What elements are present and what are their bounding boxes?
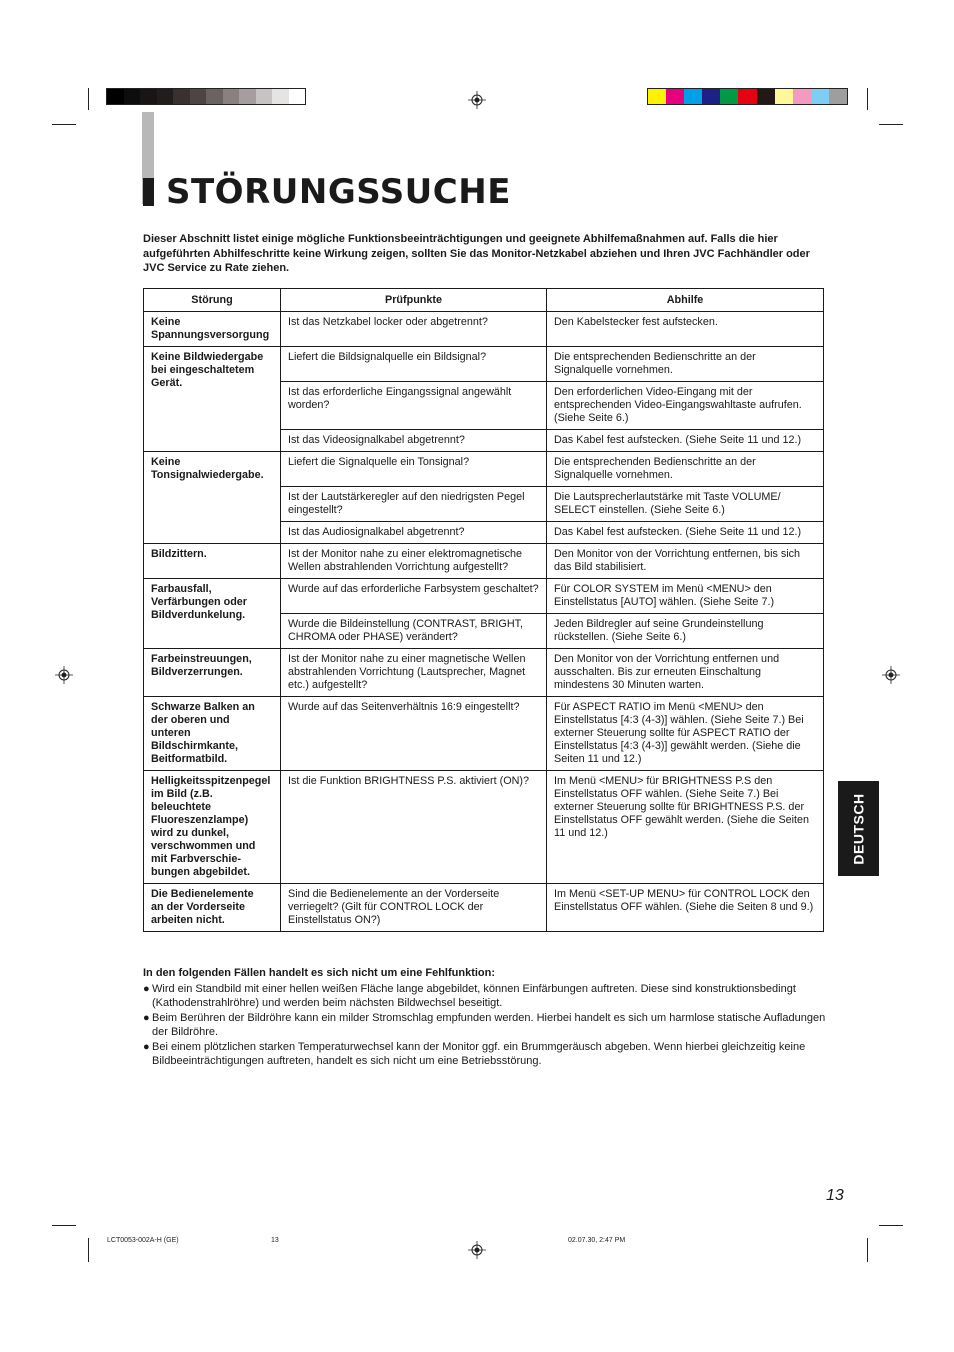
color-swatch <box>239 89 256 104</box>
remedy-cell: Die entsprechenden Bedienschritte an der Signalquelle vornehmen. <box>547 347 824 382</box>
remedy-cell: Die Lautsprecherlautstärke mit Taste VOLUME/ SELECT einstellen. (Siehe Seite 6.) <box>547 487 824 522</box>
remedy-cell: Den Kabelstecker fest aufstecken. <box>547 312 824 347</box>
checkpoint-cell: Ist das Audiosignalkabel abgetrennt? <box>281 522 547 544</box>
checkpoint-cell: Sind die Bedienelemente an der Vorderseite verriegelt? (Gilt für CONTROL LOCK der Einstellstatus ON?) <box>281 884 547 932</box>
color-swatch <box>702 89 720 104</box>
problem-cell: Die Bedienelemente an der Vorderseite arbeiten nicht. <box>144 884 281 932</box>
checkpoint-cell: Liefert die Signalquelle ein Tonsignal? <box>281 452 547 487</box>
color-swatch <box>793 89 811 104</box>
color-swatch <box>684 89 702 104</box>
color-swatch <box>738 89 756 104</box>
table-row <box>144 884 824 932</box>
crop-mark <box>879 1225 903 1226</box>
problem-cell: Keine Spannungsversorgung <box>144 312 281 347</box>
list-item: ● Wird ein Standbild mit einer hellen weißen Fläche lange abgebildet, können Einfärbungen auftreten. Diese sind konstruktionsbedingt (Kathodenstrahlröhre) und werden beim nächsten Bildwechsel beseitigt. <box>143 982 796 1009</box>
bullet-icon: ● <box>143 1011 150 1024</box>
language-tab-label: DEUTSCH <box>850 792 867 865</box>
color-swatch <box>272 89 289 104</box>
table-row <box>144 452 824 487</box>
language-tab <box>838 781 879 876</box>
crop-mark <box>52 1225 76 1226</box>
color-swatch <box>289 89 306 104</box>
table-row <box>144 347 824 382</box>
color-swatch <box>140 89 157 104</box>
column-header-checkpoints: Prüfpunkte <box>281 289 547 312</box>
problem-cell: Keine Tonsignalwiedergabe. <box>144 452 281 544</box>
checkpoint-cell: Ist der Monitor nahe zu einer elektromagnetische Wellen abstrahlenden Vorrichtung aufgestellt? <box>281 544 547 579</box>
remedy-cell: Im Menü <SET-UP MENU> für CONTROL LOCK den Einstellstatus OFF wählen. (Siehe die Seiten 8 und 9.) <box>547 884 824 932</box>
checkpoint-cell: Ist das erforderliche Eingangssignal angewählt worden? <box>281 382 547 430</box>
remedy-cell: Den erforderlichen Video-Eingang mit der entsprechenden Video-Eingangswahltaste aufrufen. (Siehe Seite 6.) <box>547 382 824 430</box>
crosshair-target-icon <box>55 666 73 684</box>
color-swatch <box>666 89 684 104</box>
color-swatch <box>256 89 273 104</box>
crop-mark <box>88 1238 89 1262</box>
problem-cell: Schwarze Balken an der oberen und unteren Bildschirmkante, Beitformatbild. <box>144 697 281 771</box>
color-swatch <box>223 89 240 104</box>
crosshair-target-icon <box>468 91 486 109</box>
page-number: 13 <box>826 1187 844 1204</box>
table-row <box>144 649 824 697</box>
crop-mark <box>879 124 903 125</box>
table-header-row <box>144 289 824 312</box>
grayscale-color-bar <box>106 88 306 105</box>
crop-mark <box>867 1238 868 1262</box>
crosshair-target-icon <box>468 1241 486 1259</box>
checkpoint-cell: Ist das Videosignalkabel abgetrennt? <box>281 430 547 452</box>
remedy-cell: Für COLOR SYSTEM im Menü <MENU> den Einstellstatus [AUTO] wählen. (Siehe Seite 7.) <box>547 579 824 614</box>
process-color-bar <box>647 88 848 105</box>
column-header-problem: Störung <box>144 289 281 312</box>
notes-list <box>143 982 828 1069</box>
table-row <box>144 771 824 884</box>
list-item: ● Beim Berühren der Bildröhre kann ein milder Stromschlag empfunden werden. Hierbei handelt es sich um harmlose statische Aufladungen der Bildröhre. <box>143 1011 826 1038</box>
footer-date: 02.07.30, 2:47 PM <box>568 1237 626 1244</box>
troubleshooting-table <box>143 288 824 932</box>
color-swatch <box>720 89 738 104</box>
footer-document-code: LCT0053-002A-H (GE) <box>107 1237 179 1244</box>
list-item: ● Bei einem plötzlichen starken Temperaturwechsel kann der Monitor ggf. ein Brummgeräusch abgeben. Wenn hierbei gleichzeitig keine Bildbeeinträchtigungen auftreten, handelt es sich nicht um eine Betriebsstörung. <box>143 1040 806 1067</box>
crop-mark <box>867 88 868 110</box>
column-header-remedy: Abhilfe <box>547 289 824 312</box>
problem-cell: Farbeinstreuungen, Bildverzerrungen. <box>144 649 281 697</box>
remedy-cell: Die entsprechenden Bedienschritte an der Signalquelle vornehmen. <box>547 452 824 487</box>
color-swatch <box>190 89 207 104</box>
checkpoint-cell: Wurde die Bildeinstellung (CONTRAST, BRIGHT, CHROMA oder PHASE) verändert? <box>281 614 547 649</box>
color-swatch <box>757 89 775 104</box>
color-swatch <box>107 89 124 104</box>
checkpoint-cell: Liefert die Bildsignalquelle ein Bildsignal? <box>281 347 547 382</box>
crosshair-target-icon <box>882 666 900 684</box>
table-row <box>144 312 824 347</box>
crop-mark <box>52 124 76 125</box>
color-swatch <box>124 89 141 104</box>
checkpoint-cell: Ist der Lautstärkeregler auf den niedrigsten Pegel eingestellt? <box>281 487 547 522</box>
problem-cell: Helligkeitsspitzenpegel im Bild (z.B. beleuchtete Fluoreszenzlampe) wird zu dunkel, verschwommen und mit Farbverschie- bungen abgebildet. <box>144 771 281 884</box>
intro-paragraph: Dieser Abschnitt listet einige mögliche Funktionsbeeinträchtigungen und geeignete Abhilfemaßnahmen auf. Falls die hier aufgeführten Abhilfeschritte keine Wirkung zeigen, sollten Sie das Monitor-Netzkabel abziehen und Ihren JVC Fachhändler oder JVC Service zu Rate ziehen. <box>143 233 810 274</box>
problem-cell: Bildzittern. <box>144 544 281 579</box>
notes-section <box>143 966 828 1069</box>
color-swatch <box>648 89 666 104</box>
table-row <box>144 579 824 614</box>
crop-mark <box>88 88 89 110</box>
remedy-cell: Den Monitor von der Vorrichtung entfernen und ausschalten. Bis zur erneuten Einschaltung mindestens 30 Minuten warten. <box>547 649 824 697</box>
footer-page: 13 <box>271 1237 279 1244</box>
color-swatch <box>829 89 847 104</box>
problem-cell: Keine Bildwiedergabe bei eingeschaltetem Gerät. <box>144 347 281 452</box>
checkpoint-cell: Ist das Netzkabel locker oder abgetrennt? <box>281 312 547 347</box>
bullet-icon: ● <box>143 1040 150 1053</box>
color-swatch <box>157 89 174 104</box>
title-marker <box>143 178 154 206</box>
problem-cell: Farbausfall, Verfärbungen oder Bildverdunkelung. <box>144 579 281 649</box>
checkpoint-cell: Ist die Funktion BRIGHTNESS P.S. aktiviert (ON)? <box>281 771 547 884</box>
table-row <box>144 544 824 579</box>
color-swatch <box>206 89 223 104</box>
color-swatch <box>775 89 793 104</box>
remedy-cell: Jeden Bildregler auf seine Grundeinstellung rückstellen. (Siehe Seite 6.) <box>547 614 824 649</box>
bullet-icon: ● <box>143 982 150 995</box>
remedy-cell: Das Kabel fest aufstecken. (Siehe Seite 11 und 12.) <box>547 430 824 452</box>
remedy-cell: Im Menü <MENU> für BRIGHTNESS P.S den Einstellstatus OFF wählen. (Siehe Seite 7.) Bei externer Steuerung sollte für BRIGHTNESS P.S. der Einstellstatus OFF gewählt werden. (Siehe die Seiten 11 und 12.) <box>547 771 824 884</box>
table-row <box>144 697 824 771</box>
remedy-cell: Den Monitor von der Vorrichtung entfernen, bis sich das Bild stabilisiert. <box>547 544 824 579</box>
checkpoint-cell: Wurde auf das erforderliche Farbsystem geschaltet? <box>281 579 547 614</box>
checkpoint-cell: Wurde auf das Seitenverhältnis 16:9 eingestellt? <box>281 697 547 771</box>
remedy-cell: Für ASPECT RATIO im Menü <MENU> den Einstellstatus [4:3 (4-3)] wählen. (Siehe Seite 7.) Bei externer Steuerung sollte für ASPECT RATIO der Einstellstatus [4:3 (4-3)] gewählt werden. (Siehe die Seiten 11 und 12.) <box>547 697 824 771</box>
notes-heading: In den folgenden Fällen handelt es sich nicht um eine Fehlfunktion: <box>143 967 496 979</box>
page-title: STÖRUNGSSUCHE <box>166 172 511 212</box>
color-swatch <box>173 89 190 104</box>
remedy-cell: Das Kabel fest aufstecken. (Siehe Seite 11 und 12.) <box>547 522 824 544</box>
checkpoint-cell: Ist der Monitor nahe zu einer magnetische Wellen abstrahlenden Vorrichtung (Lautsprecher, Magnet etc.) aufgestellt? <box>281 649 547 697</box>
color-swatch <box>811 89 829 104</box>
